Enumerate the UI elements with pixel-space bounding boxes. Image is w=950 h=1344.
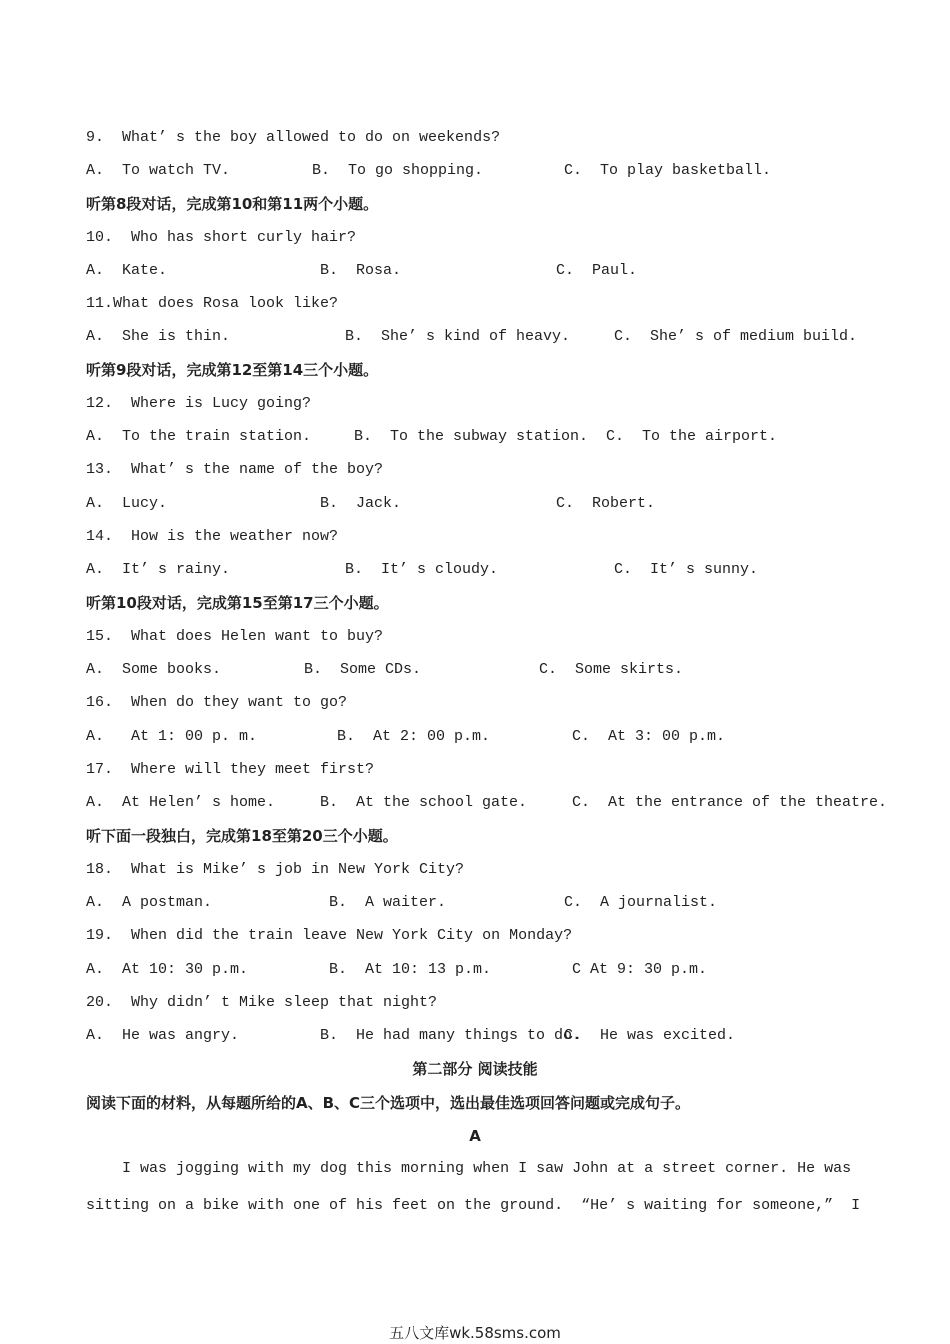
section-heading-monologue: 听下面一段独白，完成第18至第20三个小题。 (86, 827, 398, 845)
option-c: C. To the airport. (606, 428, 778, 445)
option-b: B. It’ s cloudy. (345, 561, 499, 578)
option-b: B. Rosa. (320, 262, 402, 279)
footer-watermark: 五八文库wk.58sms.com (389, 1324, 561, 1342)
option-c: C. He was excited. (564, 1027, 736, 1044)
option-b: B. Some CDs. (304, 661, 422, 678)
option-b: B. A waiter. (329, 894, 447, 911)
question-20: 20. Why didn’ t Mike sleep that night? (86, 994, 438, 1011)
option-b: B. She’ s kind of heavy. (345, 328, 571, 345)
option-a: A. It’ s rainy. (86, 561, 231, 578)
question-19: 19. When did the train leave New York City on Monday? (86, 927, 573, 944)
passage-line: I was jogging with my dog this morning when I saw John at a street corner. He was (86, 1160, 852, 1177)
option-c: C. A journalist. (564, 894, 718, 911)
option-c: C. At 3: 00 p.m. (572, 728, 726, 745)
option-a: A. To watch TV. (86, 162, 231, 179)
option-b: B. At 2: 00 p.m. (337, 728, 491, 745)
section-heading-9: 听第9段对话，完成第12至第14三个小题。 (86, 361, 379, 379)
part-title: 第二部分 阅读技能 (412, 1060, 538, 1078)
section-label: A (469, 1127, 481, 1145)
section-heading-8: 听第8段对话，完成第10和第11两个小题。 (86, 195, 379, 213)
option-c: C. At the entrance of the theatre. (572, 794, 888, 811)
option-c: C. Paul. (556, 262, 638, 279)
question-13: 13. What’ s the name of the boy? (86, 461, 384, 478)
option-c: C At 9: 30 p.m. (572, 961, 708, 978)
option-a: A. At Helen’ s home. (86, 794, 276, 811)
passage-line: sitting on a bike with one of his feet on the ground. “He’ s waiting for someone,” I (86, 1197, 861, 1214)
option-c: C. Some skirts. (539, 661, 684, 678)
section-heading-10: 听第10段对话，完成第15至第17三个小题。 (86, 594, 389, 612)
question-10: 10. Who has short curly hair? (86, 229, 357, 246)
option-b: B. At the school gate. (320, 794, 528, 811)
option-b: B. Jack. (320, 495, 402, 512)
question-14: 14. How is the weather now? (86, 528, 339, 545)
option-a: A. He was angry. (86, 1027, 240, 1044)
question-17: 17. Where will they meet first? (86, 761, 375, 778)
question-11: 11.What does Rosa look like? (86, 295, 339, 312)
question-15: 15. What does Helen want to buy? (86, 628, 384, 645)
option-c: C. Robert. (556, 495, 656, 512)
option-a: A. Lucy. (86, 495, 168, 512)
option-b: B. To go shopping. (312, 162, 484, 179)
option-b: B. He had many things to do. (320, 1027, 582, 1044)
reading-instruction: 阅读下面的材料，从每题所给的A、B、C三个选项中，选出最佳选项回答问题或完成句子。 (86, 1094, 691, 1112)
question-18: 18. What is Mike’ s job in New York City? (86, 861, 465, 878)
option-a: A. She is thin. (86, 328, 231, 345)
option-a: A. A postman. (86, 894, 213, 911)
question-16: 16. When do they want to go? (86, 694, 348, 711)
option-c: C. To play basketball. (564, 162, 772, 179)
option-a: A. Some books. (86, 661, 222, 678)
question-12: 12. Where is Lucy going? (86, 395, 312, 412)
question-9: 9. What’ s the boy allowed to do on weekends? (86, 129, 501, 146)
option-a: A. At 10: 30 p.m. (86, 961, 249, 978)
option-a: A. To the train station. (86, 428, 312, 445)
option-c: C. She’ s of medium build. (614, 328, 858, 345)
option-a: A. Kate. (86, 262, 168, 279)
option-c: C. It’ s sunny. (614, 561, 759, 578)
option-a: A. At 1: 00 p. m. (86, 728, 258, 745)
option-b: B. To the subway station. (354, 428, 589, 445)
option-b: B. At 10: 13 p.m. (329, 961, 492, 978)
